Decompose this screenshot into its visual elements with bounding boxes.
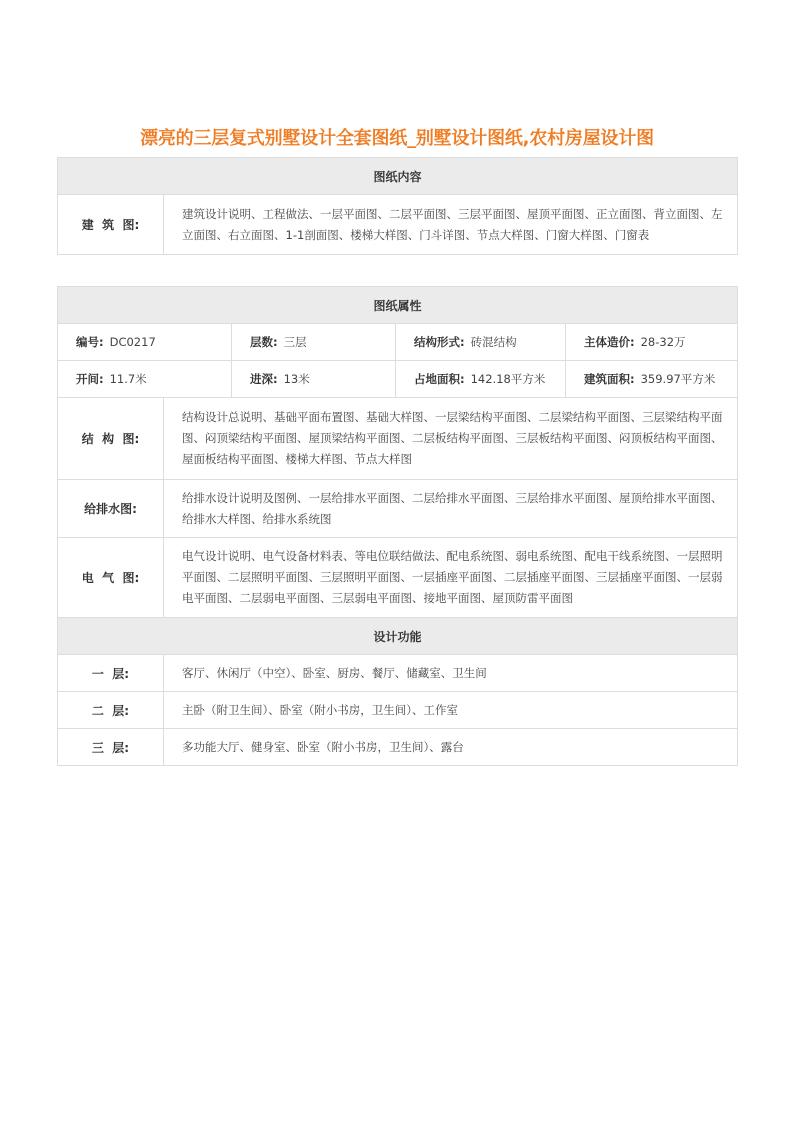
floor1-label: 一 层: bbox=[58, 655, 164, 692]
cost-cell bbox=[566, 324, 738, 361]
structure-type-label: 结构形式: bbox=[414, 335, 465, 349]
building-area-label: 建筑面积: bbox=[584, 372, 635, 386]
number-cell bbox=[58, 324, 232, 361]
cost-label: 主体造价: bbox=[584, 335, 635, 349]
electrical-drawings: 电气设计说明、电气设备材料表、等电位联结做法、配电系统图、弱电系统图、配电干线系统图、一层照明平面图、二层照明平面图、三层照明平面图、一层插座平面图、二层插座平面图、三层插座平面图、一层弱电平面图、二层弱电平面图、三层弱电平面图、接地平面图、屋顶防雷平面图 bbox=[164, 538, 738, 618]
floor1-functions: 客厅、休闲厅（中空）、卧室、厨房、餐厅、储藏室、卫生间 bbox=[164, 655, 738, 692]
structure-drawings: 结构设计总说明、基础平面布置图、基础大样图、一层梁结构平面图、二层梁结构平面图、三层梁结构平面图、闷顶梁结构平面图、屋顶梁结构平面图、二层板结构平面图、三层板结构平面图、闷顶板结构平面图、屋面板结构平面图、楼梯大样图、节点大样图 bbox=[164, 398, 738, 480]
electrical-drawings-label: 电 气 图: bbox=[58, 538, 164, 618]
depth-label: 进深: bbox=[250, 372, 278, 386]
architecture-label: 建 筑 图: bbox=[58, 195, 164, 255]
building-area-value: 359.97平方米 bbox=[640, 372, 716, 386]
drawing-attributes-header: 图纸属性 bbox=[58, 287, 738, 324]
floors-cell bbox=[232, 324, 396, 361]
plumbing-drawings: 给排水设计说明及图例、一层给排水平面图、二层给排水平面图、三层给排水平面图、屋顶给排水平面图、给排水大样图、给排水系统图 bbox=[164, 480, 738, 538]
plumbing-drawings-label: 给排水图: bbox=[58, 480, 164, 538]
depth-value: 13米 bbox=[283, 372, 310, 386]
floor2-label: 二 层: bbox=[58, 692, 164, 729]
design-functions-header: 设计功能 bbox=[58, 618, 738, 655]
drawing-contents-header: 图纸内容 bbox=[58, 158, 738, 195]
structure-type-cell bbox=[396, 324, 566, 361]
drawing-attributes-table bbox=[57, 286, 738, 766]
building-area-cell bbox=[566, 361, 738, 398]
floor2-functions: 主卧（附卫生间）、卧室（附小书房，卫生间）、工作室 bbox=[164, 692, 738, 729]
land-area-value: 142.18平方米 bbox=[470, 372, 546, 386]
land-area-label: 占地面积: bbox=[414, 372, 465, 386]
cost-value: 28-32万 bbox=[640, 335, 686, 349]
number-value: DC0217 bbox=[109, 335, 156, 349]
number-label: 编号: bbox=[76, 335, 104, 349]
architecture-drawings: 建筑设计说明、工程做法、一层平面图、二层平面图、三层平面图、屋顶平面图、正立面图、背立面图、左立面图、右立面图、1-1剖面图、楼梯大样图、门斗详图、节点大样图、门窗大样图、门窗表 bbox=[164, 195, 738, 255]
width-cell bbox=[58, 361, 232, 398]
width-value: 11.7米 bbox=[109, 372, 147, 386]
floors-label: 层数: bbox=[250, 335, 278, 349]
floors-value: 三层 bbox=[283, 335, 307, 349]
structure-drawings-label: 结 构 图: bbox=[58, 398, 164, 480]
floor3-label: 三 层: bbox=[58, 729, 164, 766]
drawing-contents-table bbox=[57, 157, 738, 255]
page-title: 漂亮的三层复式别墅设计全套图纸_别墅设计图纸,农村房屋设计图 bbox=[140, 128, 654, 149]
structure-type-value: 砖混结构 bbox=[470, 335, 517, 349]
depth-cell bbox=[232, 361, 396, 398]
floor3-functions: 多功能大厅、健身室、卧室（附小书房，卫生间）、露台 bbox=[164, 729, 738, 766]
land-area-cell bbox=[396, 361, 566, 398]
width-label: 开间: bbox=[76, 372, 104, 386]
